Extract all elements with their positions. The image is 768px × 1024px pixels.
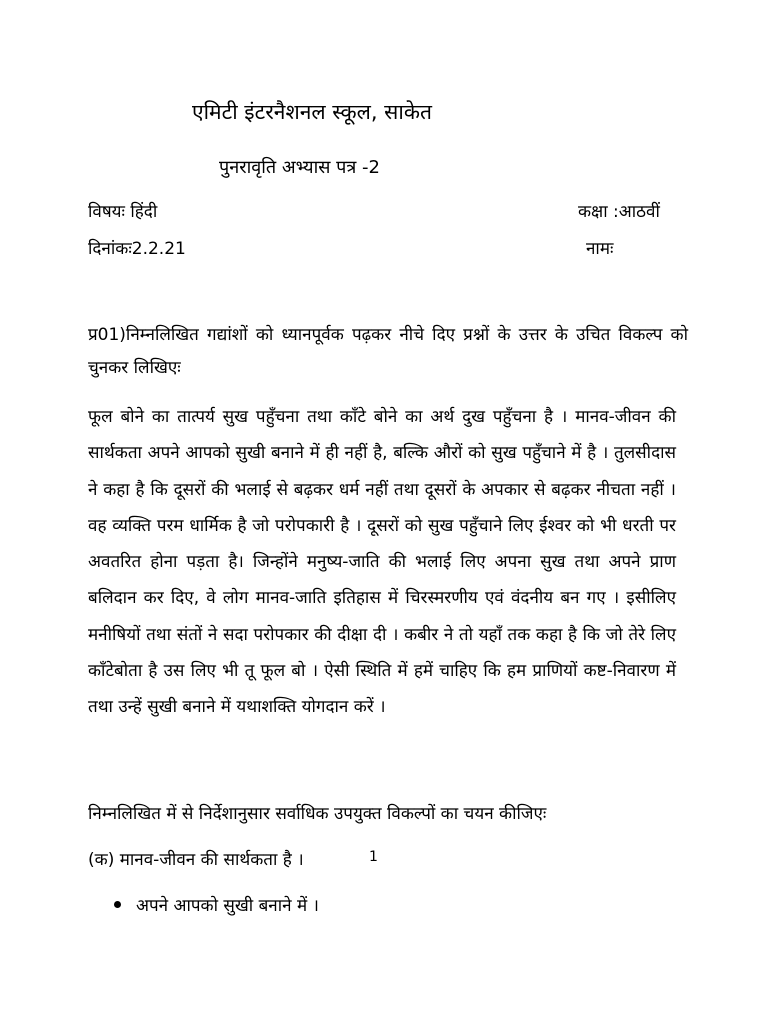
marks-value: 1 <box>369 849 378 865</box>
reading-passage: फूल बोने का तात्पर्य सुख पहुँचना तथा काँटे बोने का अर्थ दुख पहुँचना है । मानव-जीवन की सार्थकता अपने आपको सुखी बनाने में ही नहीं है, बल्कि औरों को सुख पहुँचाने में है । तुलसीदास ने कहा है कि दूसरों की भलाई से बढ़कर धर्म नहीं तथा दूसरों के अपकार से बढ़कर नीचता नहीं । वह व्यक्ति परम धार्मिक है जो परोपकारी है । दूसरों को सुख पहुँचाने लिए ईश्वर को भी धरती पर अवतरित होना पड़ता है। जिन्होंने मनुष्य-जाति की भलाई लिए अपना सुख तथा अपने प्राण बलिदान कर दिए, वे लोग मानव-जाति इतिहास में चिरस्मरणीय एवं वंदनीय बन गए । इसीलिए मनीषियों तथा संतों ने सदा परोपकार की दीक्षा दी । कबीर ने तो यहाँ तक कहा है कि जो तेरे लिए काँटेबोता है उस लिए भी तू फूल बो । ऐसी स्थिति में हमें चाहिए कि हम प्राणियों कष्ट-निवारण में तथा उन्हें सुखी बनाने में यथाशक्ति योगदान करें । <box>88 407 676 718</box>
sub-question: (क) मानव-जीवन की सार्थकता है । <box>88 850 304 870</box>
bullet-icon <box>114 901 121 908</box>
answer-option-text: अपने आपको सुखी बनाने में । <box>136 896 319 916</box>
worksheet-title: पुनरावृति अभ्यास पत्र -2 <box>219 157 380 178</box>
subject-label: विषयः हिंदी <box>88 202 158 222</box>
answer-option <box>114 893 319 916</box>
instruction-text: निम्नलिखित में से निर्देशानुसार सर्वाधिक उपयुक्त विकल्पों का चयन कीजिएः <box>88 804 547 824</box>
name-label: नामः <box>586 239 614 259</box>
date-label: दिनांकः2.2.21 <box>88 239 186 259</box>
question-prompt: प्र01)निम्नलिखित गद्यांशों को ध्यानपूर्वक पढ़कर नीचे दिए प्रश्नों के उत्तर के उचित विकल्प को चुनकर लिखिएः <box>88 325 688 378</box>
school-name: एमिटी इंटरनैशनल स्कूल, साकेत <box>192 100 432 124</box>
class-label: कक्षा :आठवीं <box>578 202 660 222</box>
